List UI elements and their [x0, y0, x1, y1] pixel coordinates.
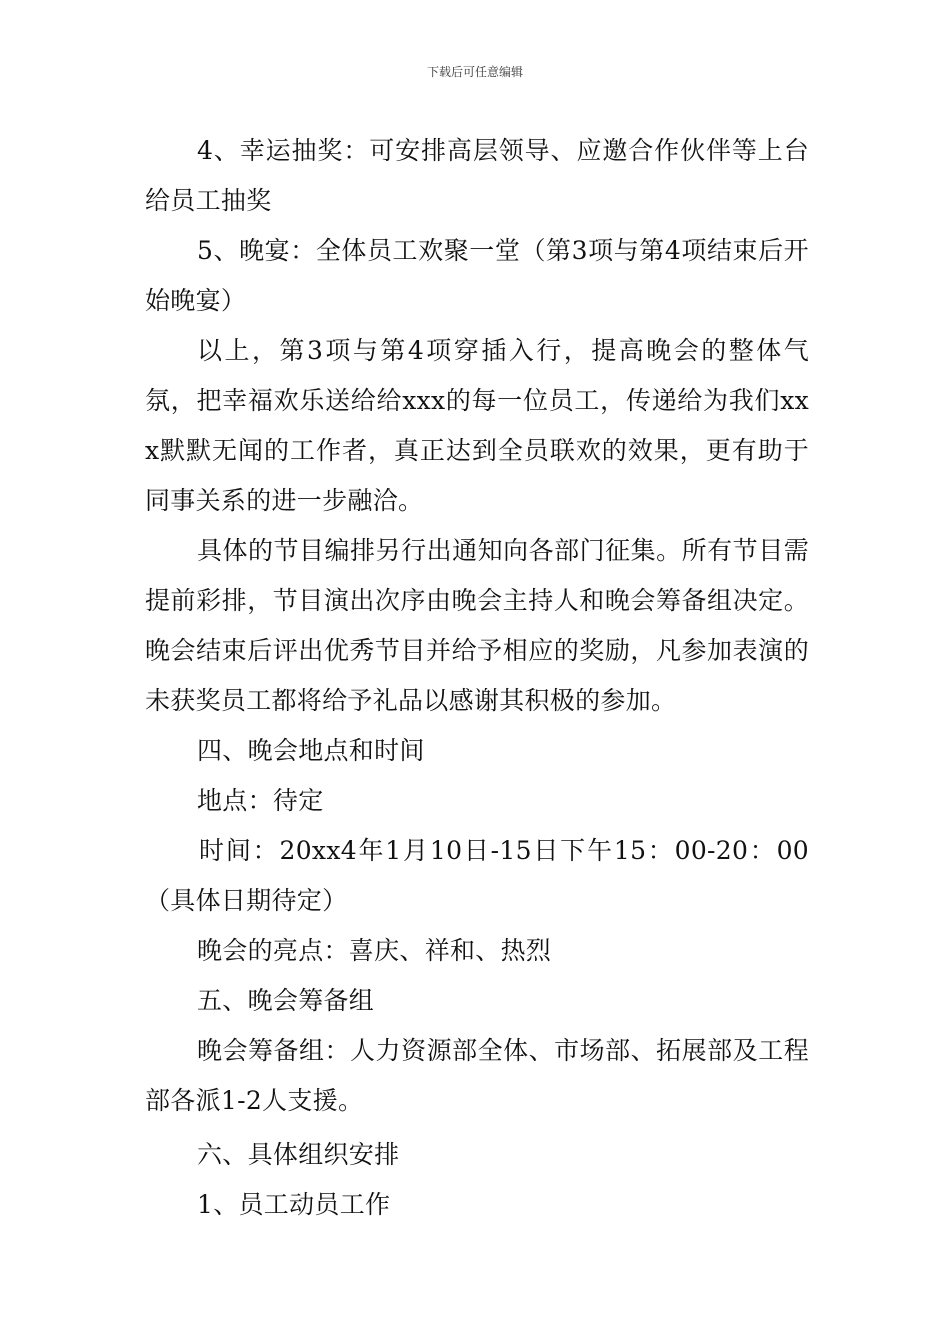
section-heading-preparation-team: 五、晚会筹备组	[197, 986, 375, 1015]
section-heading-organization: 六、具体组织安排	[197, 1140, 400, 1169]
paragraph-highlights: 晚会的亮点：喜庆、祥和、热烈	[197, 936, 552, 965]
paragraph-summary: 以上，第3项与第4项穿插入行，提高晚会的整体气氛，把幸福欢乐送给给xxx的每一位员工，传递给为我们xxx默默无闻的工作者，真正达到全员联欢的效果，更有助于同事关系的进一步融洽。	[145, 336, 809, 515]
page-header: 下载后可任意编辑	[426, 65, 523, 79]
paragraph-program-arrangement: 具体的节目编排另行出通知向各部门征集。所有节目需提前彩排，节目演出次序由晚会主持人和晚会筹备组决定。晚会结束后评出优秀节目并给予相应的奖励，凡参加表演的未获奖员工都将给予礼品以感谢其积极的参加。	[145, 536, 809, 715]
paragraph-lucky-draw: 4、幸运抽奖：可安排高层领导、应邀合作伙伴等上台给员工抽奖	[145, 136, 809, 215]
paragraph-banquet: 5、晚宴：全体员工欢聚一堂（第3项与第4项结束后开始晚宴）	[145, 236, 809, 315]
paragraph-preparation-team: 晚会筹备组：人力资源部全体、市场部、拓展部及工程部各派1-2人支援。	[145, 1036, 809, 1115]
section-heading-location-time: 四、晚会地点和时间	[197, 736, 425, 765]
paragraph-employee-mobilization: 1、员工动员工作	[197, 1190, 391, 1219]
paragraph-time: 时间：20xx4年1月10日-15日下午15：00-20：00（具体日期待定）	[145, 836, 809, 915]
document-body	[145, 126, 809, 1230]
paragraph-location: 地点：待定	[197, 786, 324, 815]
